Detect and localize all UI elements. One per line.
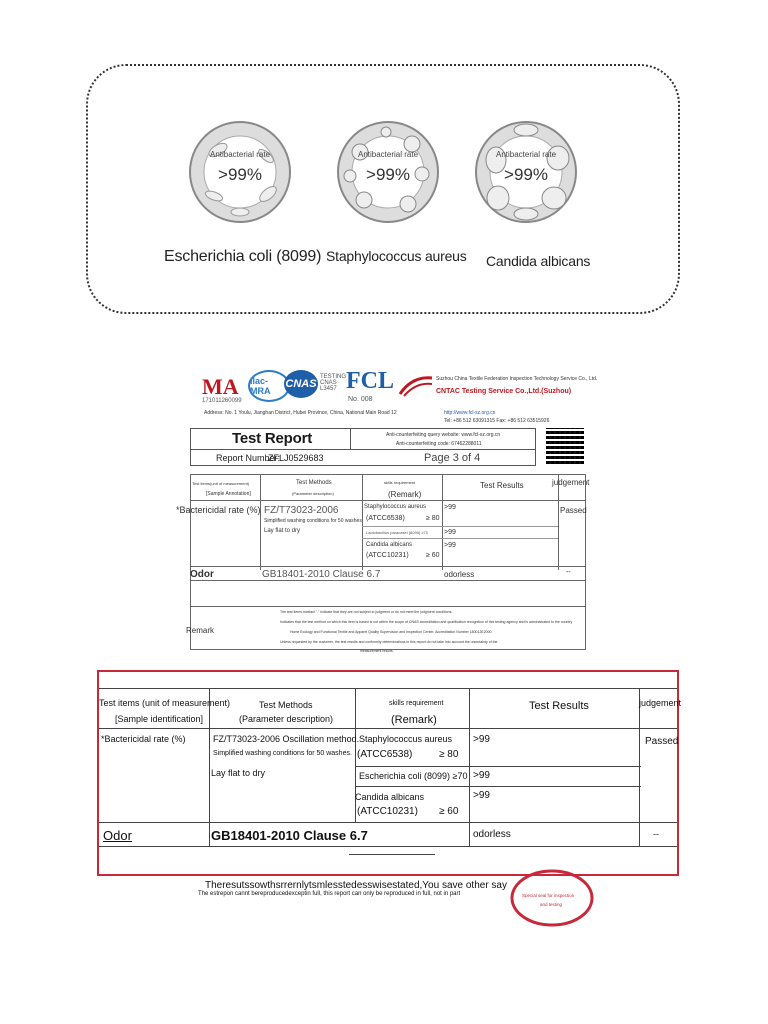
report-number-label: Report Number: xyxy=(216,453,281,463)
cnas-sub: TESTING CNAS L3457 xyxy=(320,374,347,392)
zoom-header-sample: [Sample identification] xyxy=(115,714,204,724)
cert-col-line xyxy=(558,474,559,570)
organism-label: Escherichia coli (8099) xyxy=(164,248,322,265)
fcl-logo: FCL xyxy=(346,368,394,394)
rate-value: >99% xyxy=(366,165,410,184)
zoom-row1-req3: Candida albicans xyxy=(355,792,425,802)
cert-remark-line: measurement results. xyxy=(360,649,394,653)
cert-row1-req1b: (ATCC6538) xyxy=(366,515,405,522)
rate-label: Antibacterial rate xyxy=(357,150,419,159)
cert-header-remark: (Remark) xyxy=(388,490,422,499)
zoom-header-remark: (Remark) xyxy=(391,714,437,726)
cert-row1-method: FZ/T73023-2006 xyxy=(264,505,339,516)
cert-col-line xyxy=(362,474,363,570)
page-number: Page 3 of 4 xyxy=(424,452,481,464)
zoom-row-line xyxy=(355,786,641,787)
zoom-row1-req1b: (ATCC6538) xyxy=(357,749,413,760)
org-name: Suzhou China Textile Federation Inspection Technology Service Co., Ltd. xyxy=(436,376,598,382)
cert-row1-judgement: Passed xyxy=(560,506,587,515)
cert-col-line xyxy=(442,474,443,570)
website-link[interactable]: http://www.fcl-sz.org.cn xyxy=(444,410,496,416)
zoom-row-line xyxy=(99,688,677,689)
cert-row1-req1: Staphylococcus aureus xyxy=(364,504,427,510)
zoom-row-line xyxy=(99,822,677,823)
cert-row1-req3c: ≥ 60 xyxy=(426,552,440,559)
zoom-row1-req2: Escherichia coli (8099) ≥70 xyxy=(359,771,468,781)
zoom-col-line xyxy=(469,688,470,846)
zoom-row1-req3b: (ATCC10231) xyxy=(357,806,418,817)
zoom-header-items: Test items (unit of measurement) xyxy=(99,698,231,708)
cert-col-line xyxy=(260,474,261,570)
cert-header-items: Test items(unit of measurement) xyxy=(192,481,250,486)
zoom-row2-item: Odor xyxy=(103,828,132,843)
zoom-row1-req1c: ≥ 80 xyxy=(439,749,459,760)
qr-code xyxy=(546,428,584,466)
cert-remark-line: The test items marked "-" indicate that they are not subject to judgment or do not meet the judgment conditions. xyxy=(280,610,453,614)
cert-header-param: (Parameter description) xyxy=(292,491,334,496)
zoom-row1-res2: >99 xyxy=(473,770,490,781)
zoom-row1-judgement: Passed xyxy=(645,736,679,747)
zoom-divider xyxy=(349,854,435,855)
cntac-logo-icon xyxy=(398,374,434,398)
ma-logo: MA xyxy=(202,374,239,399)
cnas-logo: CNAS xyxy=(284,370,318,398)
rate-value: >99% xyxy=(504,165,548,184)
cert-header-methods: Test Methods xyxy=(296,480,332,486)
cert-row-line xyxy=(190,580,586,581)
cert-header-judgement: judgement xyxy=(552,478,590,487)
certificate-scan xyxy=(176,352,606,662)
zoomed-table xyxy=(97,670,682,876)
cert-row1-req2: Lactobacillus paracasei (8099) ≥70 xyxy=(366,530,429,535)
zoom-row1-method-sub: Simplified washing conditions for 50 washes. xyxy=(213,750,352,757)
address: Address: No. 1 Youlu, Jianghan District, Hubei Province, China, National Main Road 12 xyxy=(204,410,397,416)
cert-remark-label: Remark xyxy=(186,626,215,635)
query-site: Anti-counterfeiting query website: www.fcl-sz.org.cn xyxy=(386,432,501,438)
footer-line2: The estrepon cannt bereproducedexceptin full, this report can only be reproduced in full, not in part xyxy=(198,891,461,897)
tel: Tel: +86 512 63091315 Fax: +86 512 63515926 xyxy=(444,418,550,424)
footer-line1: Theresutssowthsrrernlytsmlesstedesswisestated,You save other say xyxy=(205,880,507,891)
report-number: ZFLJ0529683 xyxy=(268,453,324,463)
cert-row2-item: Odor xyxy=(190,569,214,580)
cert-row-line xyxy=(362,538,558,539)
rate-label: Antibacterial rate xyxy=(209,150,271,159)
cert-row2-result: odorless xyxy=(444,570,475,579)
cert-row1-req3b: (ATCC10231) xyxy=(366,552,409,559)
rate-value: >99% xyxy=(218,165,262,184)
cert-row1-method-sub: Simplified washing conditions for 50 washes xyxy=(264,518,362,524)
zoom-row1-req3c: ≥ 60 xyxy=(439,806,459,817)
report-title: Test Report xyxy=(232,430,313,447)
zoom-row-line xyxy=(99,728,677,729)
inspection-seal-icon xyxy=(508,868,596,928)
cert-remark-line: Indicates that the test method on which this item is based is not within the scope of CNAS accreditation and qualification recognition of this testing agency and is administrated to the country xyxy=(280,620,573,624)
cert-row-line xyxy=(362,526,558,527)
zoom-row1-req1: Staphylococcus aureus xyxy=(359,734,453,744)
cert-row1-method-sub2: Lay flat to dry xyxy=(264,528,301,534)
zoom-row2-result: odorless xyxy=(473,829,511,840)
zoom-header-methods: Test Methods xyxy=(259,700,313,710)
cert-remark-line: Unless requested by the customer, the test results and conformity determinations in this report do not take into account the uncertainty of the xyxy=(280,640,498,644)
cert-header-sample: [Sample Annotation] xyxy=(206,491,251,497)
zoom-row2-method: GB18401-2010 Clause 6.7 xyxy=(211,828,368,843)
zoom-row-line xyxy=(355,766,641,767)
cert-header-results: Test Results xyxy=(480,481,524,490)
zoom-row1-res3: >99 xyxy=(473,790,490,801)
organism-label: Staphylococcus aureus xyxy=(326,248,467,264)
cert-row-line xyxy=(190,606,586,607)
zoom-header-judgement: judgement xyxy=(639,698,682,708)
zoom-col-line xyxy=(209,688,210,846)
ilac-logo: ilac-MRA xyxy=(248,370,290,402)
cert-row1-req3: Candida albicans xyxy=(366,542,413,548)
cert-row1-item: *Bactericidal rate (%) xyxy=(176,505,261,515)
cert-remark-line: Home Ecology and Functional Textile and Apparel Quality Supervision and Inspection Center. Accreditation Number 180012E2000. xyxy=(290,630,493,634)
cert-row2-method: GB18401-2010 Clause 6.7 xyxy=(262,569,381,580)
zoom-row1-method-sub2: Lay flat to dry xyxy=(211,768,266,778)
ma-number: 171011260099 xyxy=(202,398,242,404)
cert-header-skills: skills requirement xyxy=(384,480,416,485)
zoom-header-results: Test Results xyxy=(529,700,589,712)
cert-row-line xyxy=(190,566,586,567)
org-name-en: CNTAC Testing Service Co.,Ltd.(Suzhou) xyxy=(436,388,572,395)
cert-row1-res2: >99 xyxy=(444,529,456,536)
cert-row1-req1c: ≥ 80 xyxy=(426,515,440,522)
zoom-row2-judgement: -- xyxy=(653,829,659,839)
cert-row1-res3: >99 xyxy=(444,542,456,549)
zoom-row1-res1: >99 xyxy=(473,734,490,745)
zoom-row1-method: FZ/T73023-2006 Oscillation method. xyxy=(213,734,360,744)
cert-row1-res1: >99 xyxy=(444,504,456,511)
seal-text: and testing xyxy=(540,902,563,907)
organism-label: Candida albicans xyxy=(486,253,591,269)
zoom-col-line xyxy=(639,688,640,846)
zoom-row-line xyxy=(99,846,677,847)
zoom-header-param: (Parameter description) xyxy=(239,714,334,724)
zoom-header-skills: skills requirement xyxy=(389,700,444,707)
query-code: Anti-counterfeiting code: 67462288011 xyxy=(396,441,482,447)
zoom-row1-item: *Bactericidal rate (%) xyxy=(101,734,186,744)
cert-row2-judgement: -- xyxy=(566,569,571,576)
rate-label: Antibacterial rate xyxy=(495,150,557,159)
fcl-number: No. 008 xyxy=(348,396,373,403)
cert-row-line xyxy=(190,500,586,501)
seal-text: Special seal for inspection xyxy=(522,893,575,898)
